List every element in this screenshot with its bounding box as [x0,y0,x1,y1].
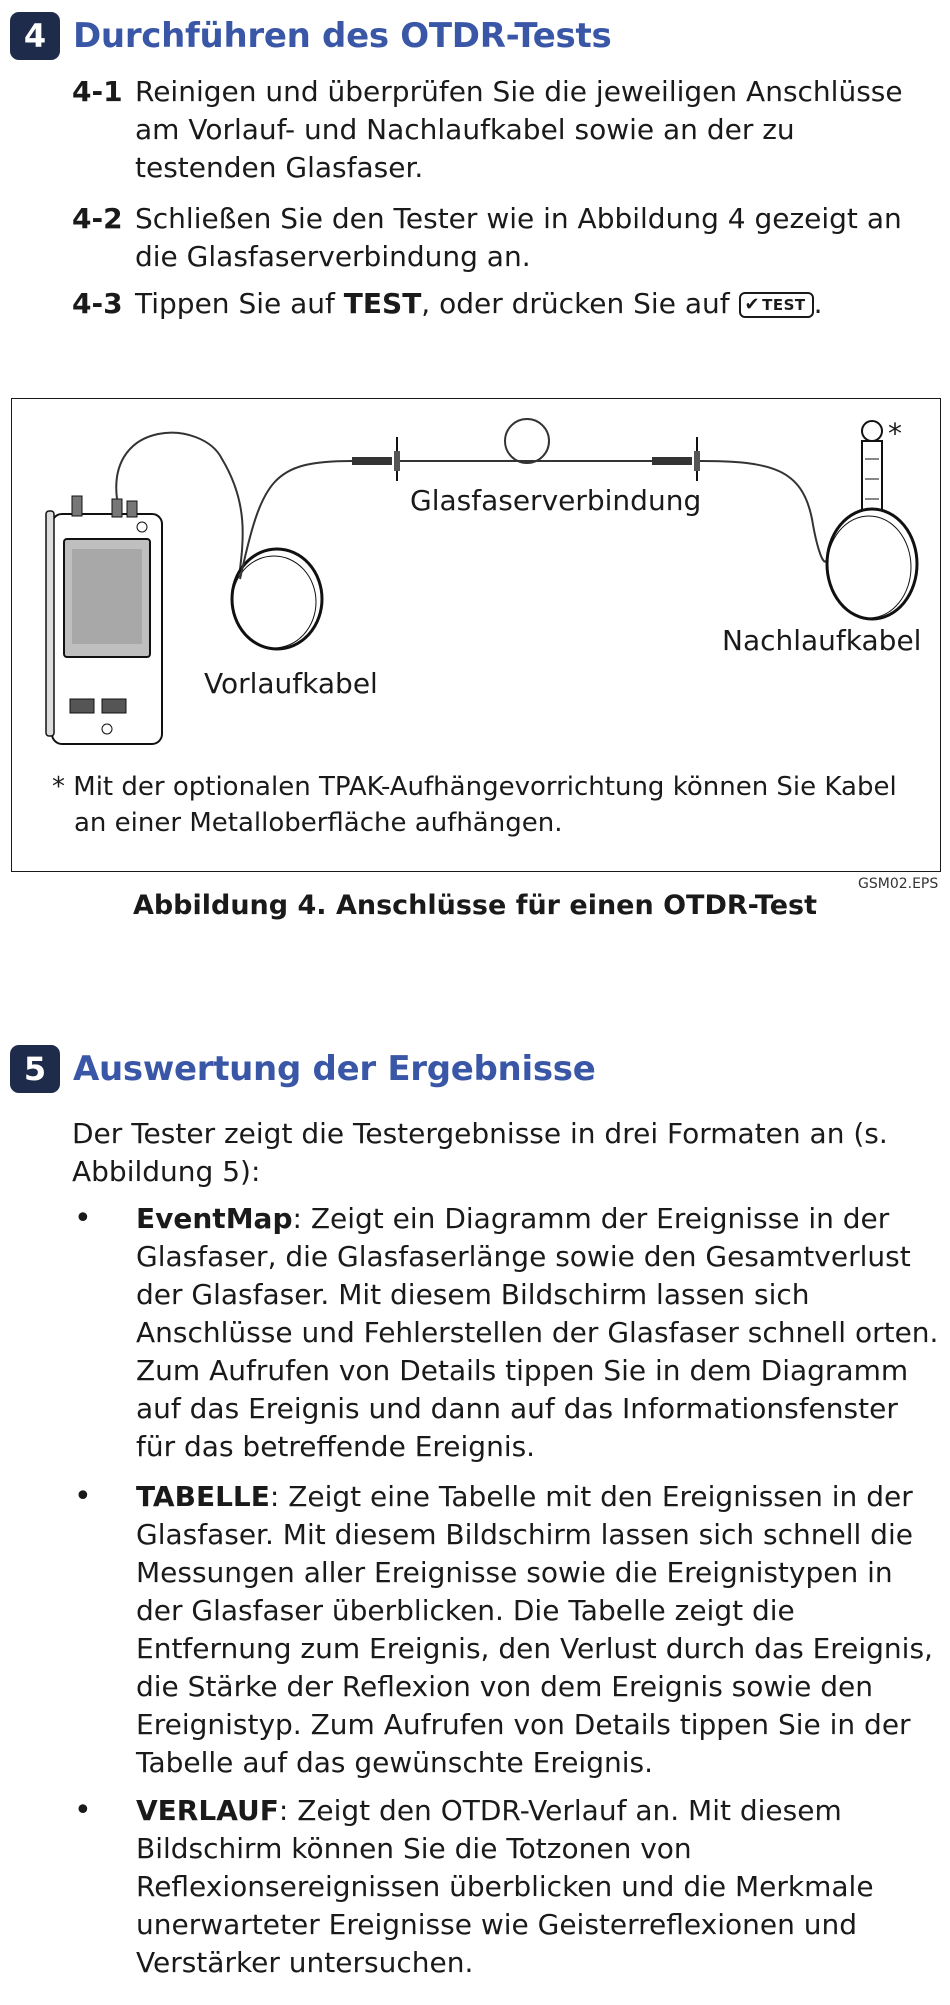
bullet-marker: • [74,1201,92,1236]
test-key-icon [739,292,814,318]
launch-cable-spool-icon [232,549,322,649]
bullet-text [136,1478,942,1782]
figure-caption: Abbildung 4. Anschlüsse für einen OTDR-Test [132,890,818,921]
bullet-term: TABELLE [136,1480,270,1513]
otdr-tester-icon [46,496,162,744]
figure-footnote [52,769,897,841]
step-4-3 [72,285,942,323]
bullet-tabelle [72,1478,942,1782]
bullet-description: : Zeigt ein Diagramm der Ereignisse in der Glasfaser, die Glasfaserlänge sowie den Gesamtverlust der Glasfaser. Mit diesem Bildschirm lassen sich Anschlüsse und Fehlerstellen der Glasfaser schnell orten. Zum Aufrufen von Details tippen Sie in dem Diagramm auf das Ereignis und dann auf das Informationsfenster für das betreffende Ereignis. [136,1202,939,1463]
step-4-1 [72,73,942,187]
checkmark-icon: ✔ [744,294,761,315]
hanger-asterisk: * [888,417,902,450]
step-text-part: Tippen Sie auf [135,287,344,320]
connector-left-icon [352,437,400,481]
bullet-marker: • [74,1479,92,1514]
step-number: 4-1 [72,75,123,108]
label-tail-cable: Nachlaufkabel [722,624,922,657]
connector-right-icon [652,437,700,481]
bullet-term: EventMap [136,1202,293,1235]
step-4-2 [72,200,942,276]
bullet-eventmap [72,1200,942,1466]
step-text-part: , oder drücken Sie auf [421,287,739,320]
test-keyword: TEST [343,287,422,320]
section-4-heading [10,12,611,60]
section-4-number-badge: 4 [10,12,60,60]
bullet-term: VERLAUF [136,1794,279,1827]
section-4-title: Durchführen des OTDR-Tests [73,16,612,56]
label-fiber-link: Glasfaserverbindung [410,484,702,517]
figure-otdr-connections [11,398,941,872]
label-launch-cable: Vorlaufkabel [204,667,378,700]
bullet-verlauf [72,1792,942,1982]
section-5-number-badge: 5 [10,1045,60,1093]
bullet-marker: • [74,1793,92,1828]
test-key-label: TEST [762,296,806,314]
step-number: 4-2 [72,202,123,235]
section-5-intro: Der Tester zeigt die Testergebnisse in drei Formaten an (s. Abbildung 5): [72,1117,888,1188]
step-text: Reinigen und überprüfen Sie die jeweiligen Anschlüsse am Vorlauf- und Nachlaufkabel sowie an der zu testenden Glasfaser. [135,75,903,184]
footnote-line: * Mit der optionalen TPAK-Aufhängevorrichtung können Sie Kabel [52,772,897,802]
step-number: 4-3 [72,287,123,320]
bullet-text [136,1200,942,1466]
figure-file-id: GSM02.EPS [858,876,939,892]
step-text: Schließen Sie den Tester wie in Abbildung 4 gezeigt an die Glasfaserverbindung an. [135,202,902,273]
fiber-loop-icon [505,419,549,463]
tail-cable-spool-icon [827,421,917,619]
bullet-description: : Zeigt den OTDR-Verlauf an. Mit diesem Bildschirm können Sie die Totzonen von Reflexionsereignissen überblicken und die Merkmale unerwarteter Ereignisse wie Geisterreflexionen und Verstärker untersuchen. [136,1794,874,1979]
section-5-heading [10,1045,595,1093]
bullet-text [136,1792,942,1982]
section-5-title: Auswertung der Ergebnisse [73,1049,596,1089]
step-text [135,285,942,323]
step-text-part: . [813,287,823,320]
bullet-description: : Zeigt eine Tabelle mit den Ereignissen in der Glasfaser. Mit diesem Bildschirm lassen sich schnell die Messungen aller Ereignisse sowie die Ereignistypen in der Glasfaser überblicken. Die Tabelle zeigt die Entfernung zum Ereignis, den Verlust durch das Ereignis, die Stärke der Reflexion von dem Ereignis sowie den Ereignistyp. Zum Aufrufen von Details tippen Sie in der Tabelle auf das gewünschte Ereignis. [136,1480,933,1779]
footnote-line: an einer Metalloberfläche aufhängen. [74,808,563,838]
